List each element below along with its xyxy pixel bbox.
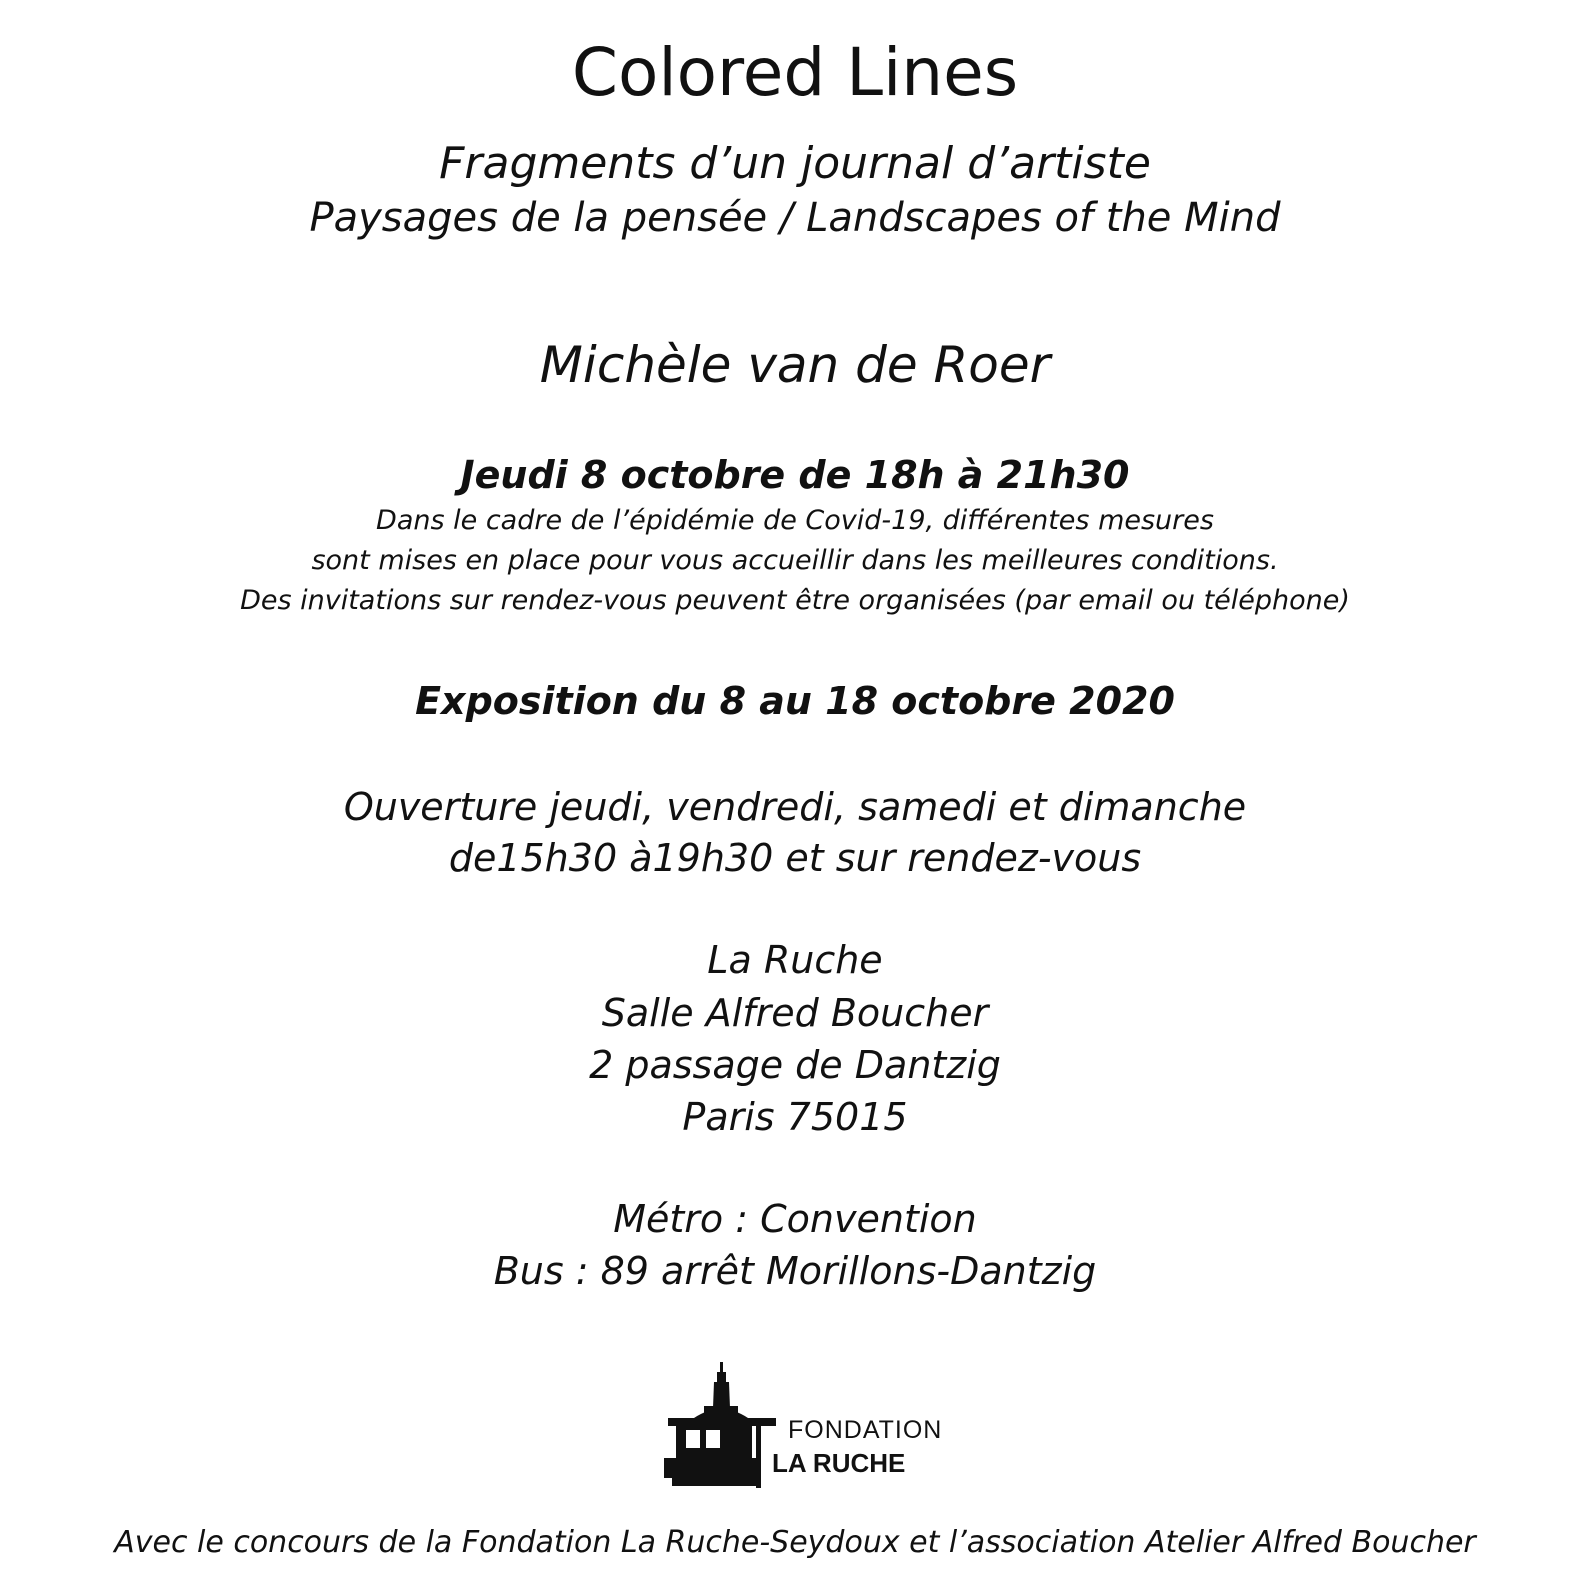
artist-name: Michèle van de Roer xyxy=(539,336,1051,394)
opening-hours-line: de15h30 à19h30 et sur rendez-vous xyxy=(448,836,1142,880)
page-title: Colored Lines xyxy=(571,34,1019,111)
logo-text-fondation: FONDATION xyxy=(788,1416,943,1444)
opening-hours-line: Ouverture jeudi, vendredi, samedi et dimanche xyxy=(343,785,1247,829)
fondation-la-ruche-logo xyxy=(664,1362,943,1492)
subtitle-secondary: Paysages de la pensée / Landscapes of the Mind xyxy=(309,195,1281,241)
transport-line: Bus : 89 arrêt Morillons-Dantzig xyxy=(493,1249,1097,1293)
subtitle: Fragments d’un journal d’artiste xyxy=(439,138,1151,189)
transport-line: Métro : Convention xyxy=(613,1197,977,1241)
exhibition-dates: Exposition du 8 au 18 octobre 2020 xyxy=(415,679,1175,723)
address-line: Salle Alfred Boucher xyxy=(601,991,989,1035)
logo-text-la-ruche: LA RUCHE xyxy=(772,1448,906,1478)
covid-note-line: Des invitations sur rendez-vous peuvent être organisées (par email ou téléphone) xyxy=(240,585,1350,616)
address-line: Paris 75015 xyxy=(682,1095,908,1139)
covid-note-line: sont mises en place pour vous accueillir dans les meilleures conditions. xyxy=(311,545,1279,576)
address-line: La Ruche xyxy=(707,938,883,982)
vernissage-date: Jeudi 8 octobre de 18h à 21h30 xyxy=(460,453,1130,497)
footer-credit: Avec le concours de la Fondation La Ruche-Seydoux et l’association Atelier Alfred Boucher xyxy=(114,1525,1476,1560)
covid-note-line: Dans le cadre de l’épidémie de Covid-19, différentes mesures xyxy=(376,505,1214,536)
address-line: 2 passage de Dantzig xyxy=(589,1043,1001,1087)
